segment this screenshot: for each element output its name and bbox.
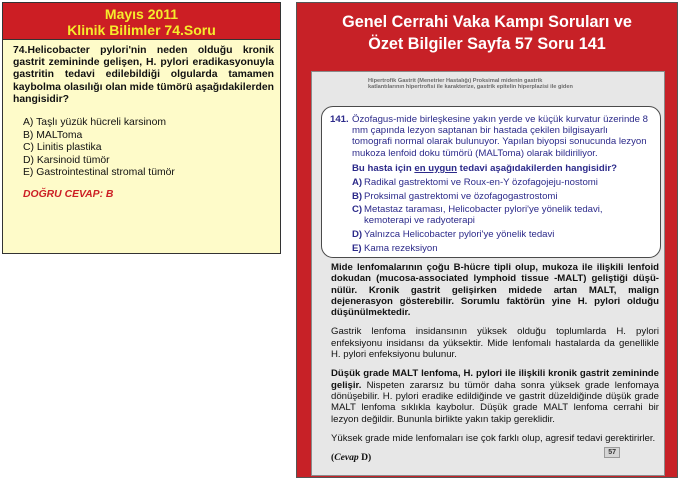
- prompt-emphasis: en uygun: [414, 162, 458, 174]
- question-number: 141.: [330, 114, 349, 125]
- option-text: Kama rezeksiyon: [364, 242, 438, 254]
- option-b: [352, 191, 650, 202]
- exam-date: Mayıs 2011: [104, 6, 179, 22]
- option-letter: B): [352, 190, 363, 202]
- option-text: Metastaz taraması, Helicobacter pylori'ye yönelik tedavi, kemoterapi ve radyoterapi: [364, 204, 603, 227]
- book-page-sheet: [311, 71, 665, 476]
- faded-line-2: katlantılarının hipertrofisi ile karakterize, gastrik epitelin hiperplazisi ile giden: [368, 84, 573, 91]
- exam-option-b: B) MALToma: [23, 129, 83, 141]
- book-page-title: [297, 3, 677, 55]
- question-options: [352, 177, 650, 254]
- correct-answer: DOĞRU CEVAP: B: [23, 188, 114, 200]
- exam-option-d: D) Karsinoid tümör: [23, 154, 110, 166]
- option-text: Yalnızca Helicobacter pylori'ye yönelik tedavi: [364, 229, 555, 241]
- exam-option-e: E) Gastrointestinal stromal tümör: [23, 167, 175, 179]
- faded-line-1: Hipertrofik Gastrit (Menetrier Hastalığı) Proksimal midenin gastrik: [368, 78, 543, 84]
- exam-question-card: [2, 2, 281, 254]
- option-letter: D): [352, 229, 363, 241]
- book-page-panel: [296, 2, 678, 478]
- option-text: Radikal gastrektomi ve Roux-en-Y özofagojeju-nostomi: [364, 176, 598, 188]
- option-letter: C): [352, 204, 363, 216]
- prompt-start: Bu hasta için: [352, 162, 415, 174]
- answer-open: (: [331, 452, 335, 464]
- option-a: [352, 177, 650, 188]
- question-prompt: [352, 163, 650, 174]
- option-c: [352, 204, 650, 226]
- explanation-paragraph-3: [331, 368, 659, 424]
- explanation-paragraph-4: Yüksek grade mide lenfomaları ise çok farklı olup, agresif tedavi gerektirirler.: [331, 432, 656, 444]
- paragraph-3-bold: Düşük grade MALT lenfoma, H. pylori ile ilişkili kronik gastrit zemininde gelişir.: [331, 368, 659, 391]
- exam-option-c: C) Linitis plastika: [23, 142, 102, 154]
- paragraph-3-rest: Nispeten zararsız bu tümör daha sonra yüksek grade lenfomaya dönüşebilir. H. pylori eradike edildiğinde ve gastrit düzeldiğinde düşük grade MALT lenfoma sıklıkla kaybolur. Düşük grade MALT lenfoma cerrahi bir lezyon değildir. Bununla birlikte yakın takip gereklidir.: [331, 379, 659, 425]
- prompt-end: tedavi aşağıdakilerden hangisidir?: [457, 162, 617, 174]
- title-line-1: Genel Cerrahi Vaka Kampı Soruları ve: [342, 13, 632, 31]
- explanation-paragraph-1: Mide lenfomalarının çoğu B-hücre tipli olup, mukoza ile ilişkili lenfoid dokudan (mucosa-associated lymphoid tissue -MALT) geliştiği düşü-nülür. Kronik gastrit gelişirken midede artan MALT, malign dejenerasyon gösterebilir. Sorumlu faktörün yine H. pylori olduğu düşünülmektedir.: [331, 262, 659, 319]
- option-d: [352, 229, 650, 240]
- exam-header: [3, 3, 280, 40]
- explanation-paragraph-2: Gastrik lenfoma insidansının yüksek olduğu toplumlarda H. pylori enfeksiyonu insidansı da yüksektir. Mide lenfomalı hastalarda da genellikle H. pylori enfeksiyonu bulunur.: [331, 326, 659, 361]
- exam-options-list: [3, 106, 280, 180]
- exam-section: Klinik Bilimler 74.Soru: [67, 22, 216, 38]
- exam-question-text: 74.Helicobacter pylori'nin neden olduğu kronik gastrit zemininde gelişen, H. pylori eradikasyonuyla gastritin tedavi edilebildiği olgularda tamamen kaybolma olasılığı olan mide tümörü aşağıdakilerden hangisidir?: [13, 45, 274, 105]
- question-text: Özofagus-mide birleşkesine yakın yerde ve küçük kurvatur üzerinde 8 mm çapında lezyon saptanan bir hastada çekilen bilgisayarlı tomografi normal olarak bulunuyor. Yapılan biyopsi sonucunda lezyon mukoza lenfoid doku tümörü (MALToma) olarak bildiriliyor.: [352, 114, 648, 159]
- answer-letter: D): [358, 452, 372, 464]
- option-text: Proksimal gastrektomi ve özofagogastrostomi: [364, 190, 558, 202]
- question-stem: [330, 114, 650, 159]
- option-letter: E): [352, 242, 362, 254]
- title-line-2: Özet Bilgiler Sayfa 57 Soru 141: [368, 35, 606, 53]
- page-number: 57: [604, 447, 620, 458]
- option-e: [352, 243, 650, 254]
- explanation-text: [331, 262, 659, 471]
- exam-option-a: A) Taşlı yüzük hücreli karsinom: [23, 117, 167, 129]
- faded-previous-text: [368, 78, 578, 91]
- question-box: [321, 106, 661, 258]
- option-letter: A): [352, 176, 363, 188]
- answer-word: Cevap: [334, 452, 359, 464]
